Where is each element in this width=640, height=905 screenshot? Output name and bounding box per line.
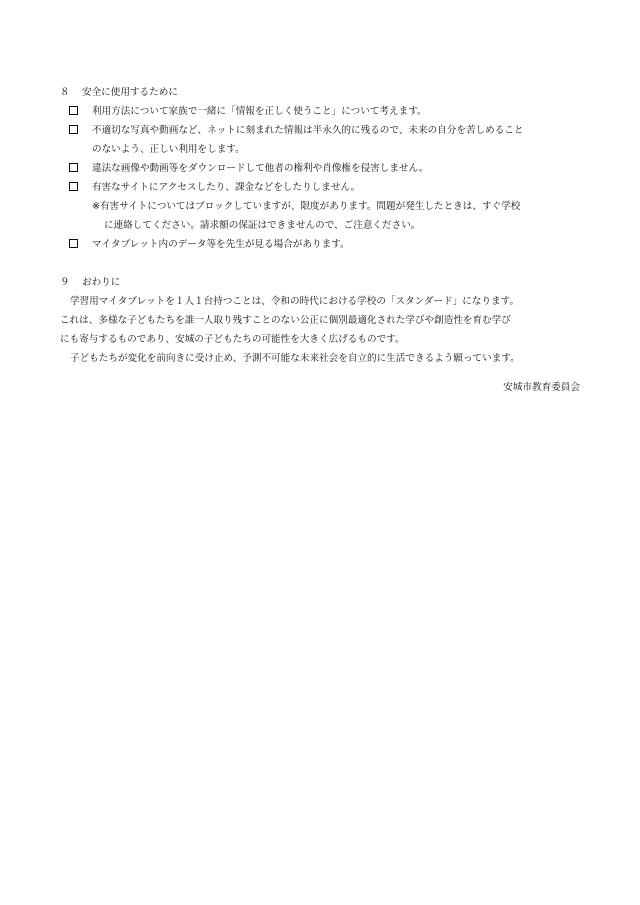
checklist-item-4-line-1: 有害なサイトにアクセスしたり、課金などをしたりしません。 [92, 182, 361, 193]
note-line-2: に連絡してください。請求額の保証はできませんので、ご注意ください。 [104, 220, 421, 231]
checklist-item-3-line-1: 違法な画像や動画等をダウンロードして他者の権利や肖像権を侵害しません。 [92, 163, 429, 174]
checklist-item-2-line-1: 不適切な写真や動画など、ネットに刻まれた情報は半永久的に残るので、未来の自分を苦しめること [92, 125, 524, 136]
note-line-1: ※有害サイトについてはブロックしていますが、限度があります。問題が発生したときは、すぐ学校 [92, 201, 521, 212]
section-9-title: おわりに [82, 277, 121, 288]
section-9-number: ９ [60, 277, 70, 288]
checkbox-icon [69, 182, 78, 191]
section-8-heading [60, 83, 178, 102]
closing-paragraph-line-4: 子どもたちが変化を前向きに受け止め、予測不可能な未来社会を自立的に生活できるよう願っています。 [70, 353, 520, 364]
checklist-item-1 [69, 102, 584, 121]
checklist-item-5 [69, 235, 584, 254]
section-9-heading [60, 273, 120, 292]
checkbox-icon [69, 125, 78, 134]
checklist-item-5-line-1: マイタブレット内のデータ等を先生が見る場合があります。 [92, 239, 350, 250]
closing-paragraph-line-3: にも寄与するものであり、安城の子どもたちの可能性を大きく広げるものです。 [60, 334, 405, 345]
section-8-title: 安全に使用するために [82, 87, 178, 98]
closing-paragraph-line-1: 学習用マイタブレットを１人１台持つことは、令和の時代における学校の「スタンダード」になります。 [70, 296, 520, 307]
checkbox-icon [69, 106, 78, 115]
checklist-item-1-line-1: 利用方法について家族で一緒に「情報を正しく使うこと」について考えます。 [92, 106, 427, 117]
checklist-item-2-line-2: のないよう、正しい利用をします。 [92, 144, 245, 155]
closing-paragraph-line-2: これは、多様な子どもたちを誰一人取り残すことのない公正に個別最適化された学びや創造性を育む学び [60, 315, 511, 326]
checklist-item-4-note [92, 197, 520, 235]
checklist-item-2 [69, 121, 584, 159]
checklist-item-4 [69, 178, 584, 197]
checkbox-icon [69, 239, 78, 248]
section-8-number: ８ [60, 87, 70, 98]
checkbox-icon [69, 163, 78, 172]
signature-issuer: 安城市教育委員会 [503, 382, 580, 393]
checklist-item-3 [69, 159, 584, 178]
